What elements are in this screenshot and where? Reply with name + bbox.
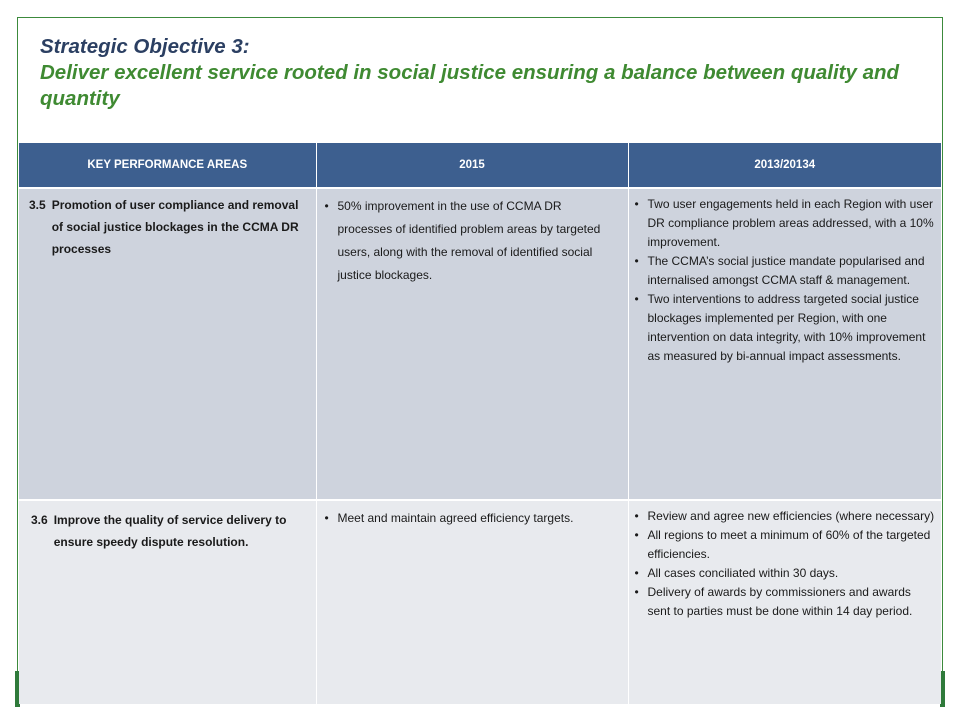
- table-row: [19, 188, 941, 500]
- list-item: • All cases conciliated within 30 days.: [635, 564, 936, 583]
- target-2015-cell: [316, 188, 628, 500]
- header-kpa: KEY PERFORMANCE AREAS: [19, 143, 316, 188]
- list-item: • The CCMA’s social justice mandate popularised and internalised amongst CCMA staff & management.: [635, 252, 936, 290]
- list-item: • 50% improvement in the use of CCMA DR processes of identified problem areas by targeted users, along with the removal of identified social justice blockages.: [325, 195, 610, 287]
- header-2013: 2013/20134: [628, 143, 941, 188]
- header-2015: 2015: [316, 143, 628, 188]
- list-item: • Review and agree new efficiencies (where necessary): [635, 507, 936, 526]
- kpa-cell: [19, 188, 316, 500]
- kpa-text: Improve the quality of service delivery to ensure speedy dispute resolution.: [53, 513, 287, 549]
- target-2013-cell: [628, 188, 941, 500]
- title-line-1: Strategic Objective 3:: [40, 35, 250, 58]
- list-item: • Two interventions to address targeted social justice blockages implemented per Region, with one intervention on data integrity, with 10% improvement as measured by bi-annual impact assessments.: [635, 290, 936, 366]
- list-item: • All regions to meet a minimum of 60% of the targeted efficiencies.: [635, 526, 936, 564]
- slide-title: [40, 34, 930, 112]
- list-item: • Delivery of awards by commissioners and awards sent to parties must be done within 14 day period.: [635, 583, 936, 621]
- kpa-cell: [19, 500, 316, 704]
- target-2013-cell: [628, 500, 941, 704]
- kpa-number: 3.6: [31, 513, 48, 527]
- list-item: • Two user engagements held in each Region with user DR compliance problem areas addressed, with a 10% improvement.: [635, 195, 936, 252]
- table-header-row: [19, 143, 941, 188]
- target-2015-cell: [316, 500, 628, 704]
- kpa-text: Promotion of user compliance and removal of social justice blockages in the CCMA DR processes: [51, 198, 299, 256]
- title-line-2: Deliver excellent service rooted in social justice ensuring a balance between quality and quantity: [40, 61, 900, 110]
- kpa-table: [19, 143, 941, 704]
- kpa-number: 3.5: [29, 198, 46, 212]
- table-row: [19, 500, 941, 704]
- list-item: • Meet and maintain agreed efficiency targets.: [325, 509, 610, 528]
